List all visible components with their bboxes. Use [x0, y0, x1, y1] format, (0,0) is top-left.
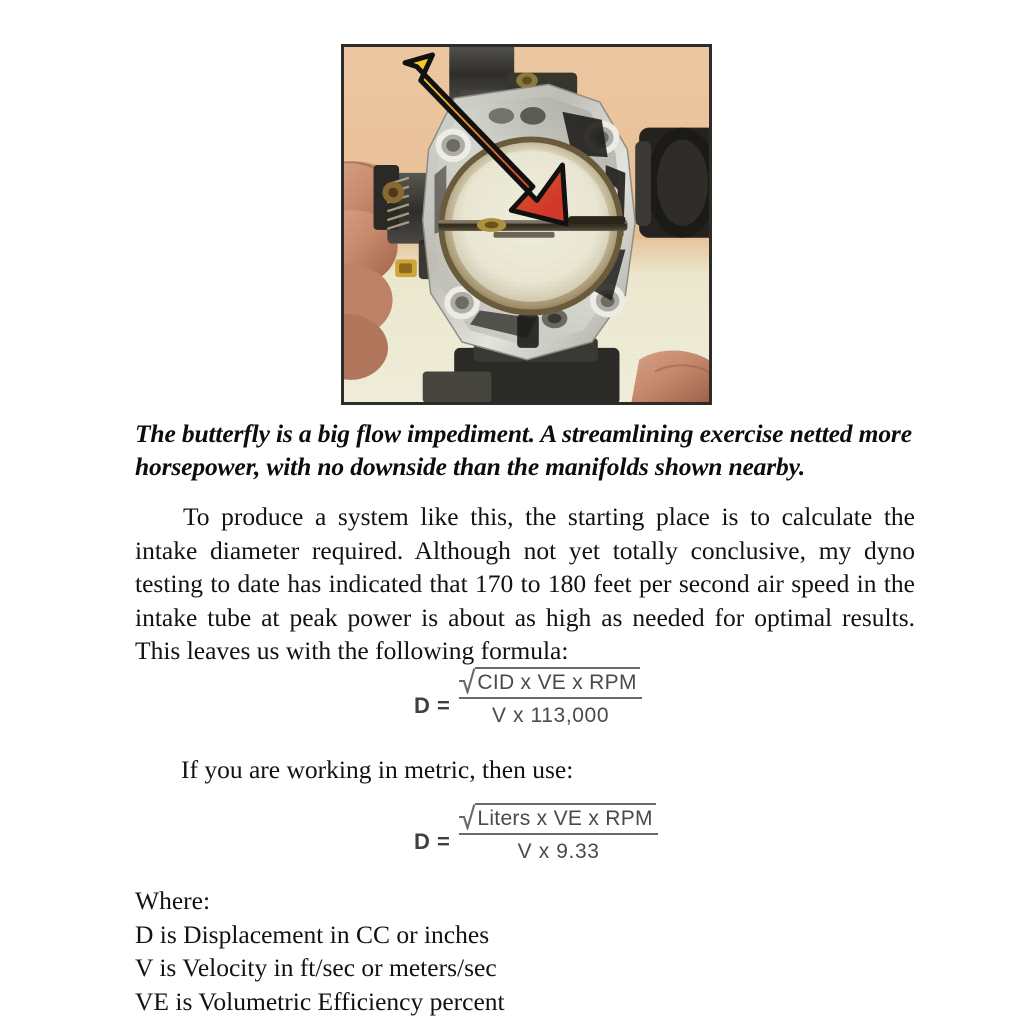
formula-imperial-fraction [459, 667, 641, 728]
formula-imperial-radicand: CID x VE x RPM [475, 667, 639, 695]
definitions-block [135, 884, 835, 1018]
formula-metric [414, 803, 658, 864]
formula-imperial-numerator [459, 667, 641, 697]
outlet-duct [635, 128, 709, 238]
square-root-icon [459, 667, 476, 694]
formula-imperial [414, 667, 642, 728]
formula-imperial-lhs: D = [414, 677, 450, 719]
formula-metric-numerator [459, 803, 657, 833]
hand-right [631, 351, 709, 402]
throttle-body-illustration [344, 47, 709, 402]
square-root-icon [459, 803, 476, 830]
formula-metric-denominator: V x 9.33 [459, 835, 657, 864]
paragraph-intake-diameter: To produce a system like this, the starting place is to calculate the intake diameter required. Although not yet totally conclusive, my dyno testing to date has indicated that 170 to 180 feet per second air speed in the intake tube at peak power is about as high as needed for optimal results. This leaves us with the following formula: [135, 500, 915, 668]
figure-caption: The butterfly is a big flow impediment. A streamlining exercise netted more horsepower, with no downside than the manifolds shown nearby. [135, 417, 915, 483]
formula-metric-fraction [459, 803, 657, 864]
definitions-heading: Where: [135, 884, 835, 918]
photo-frame [341, 44, 712, 405]
formula-metric-lhs: D = [414, 813, 450, 855]
formula-metric-radicand: Liters x VE x RPM [475, 803, 655, 831]
photo-inner [344, 47, 709, 402]
definition-item-d: D is Displacement in CC or inches [135, 918, 835, 952]
definition-item-ve: VE is Volumetric Efficiency percent [135, 985, 835, 1018]
paragraph-metric-intro: If you are working in metric, then use: [135, 753, 915, 787]
figure-throttle-body [341, 44, 712, 405]
formula-imperial-denominator: V x 113,000 [459, 699, 641, 728]
definition-item-v: V is Velocity in ft/sec or meters/sec [135, 951, 835, 985]
